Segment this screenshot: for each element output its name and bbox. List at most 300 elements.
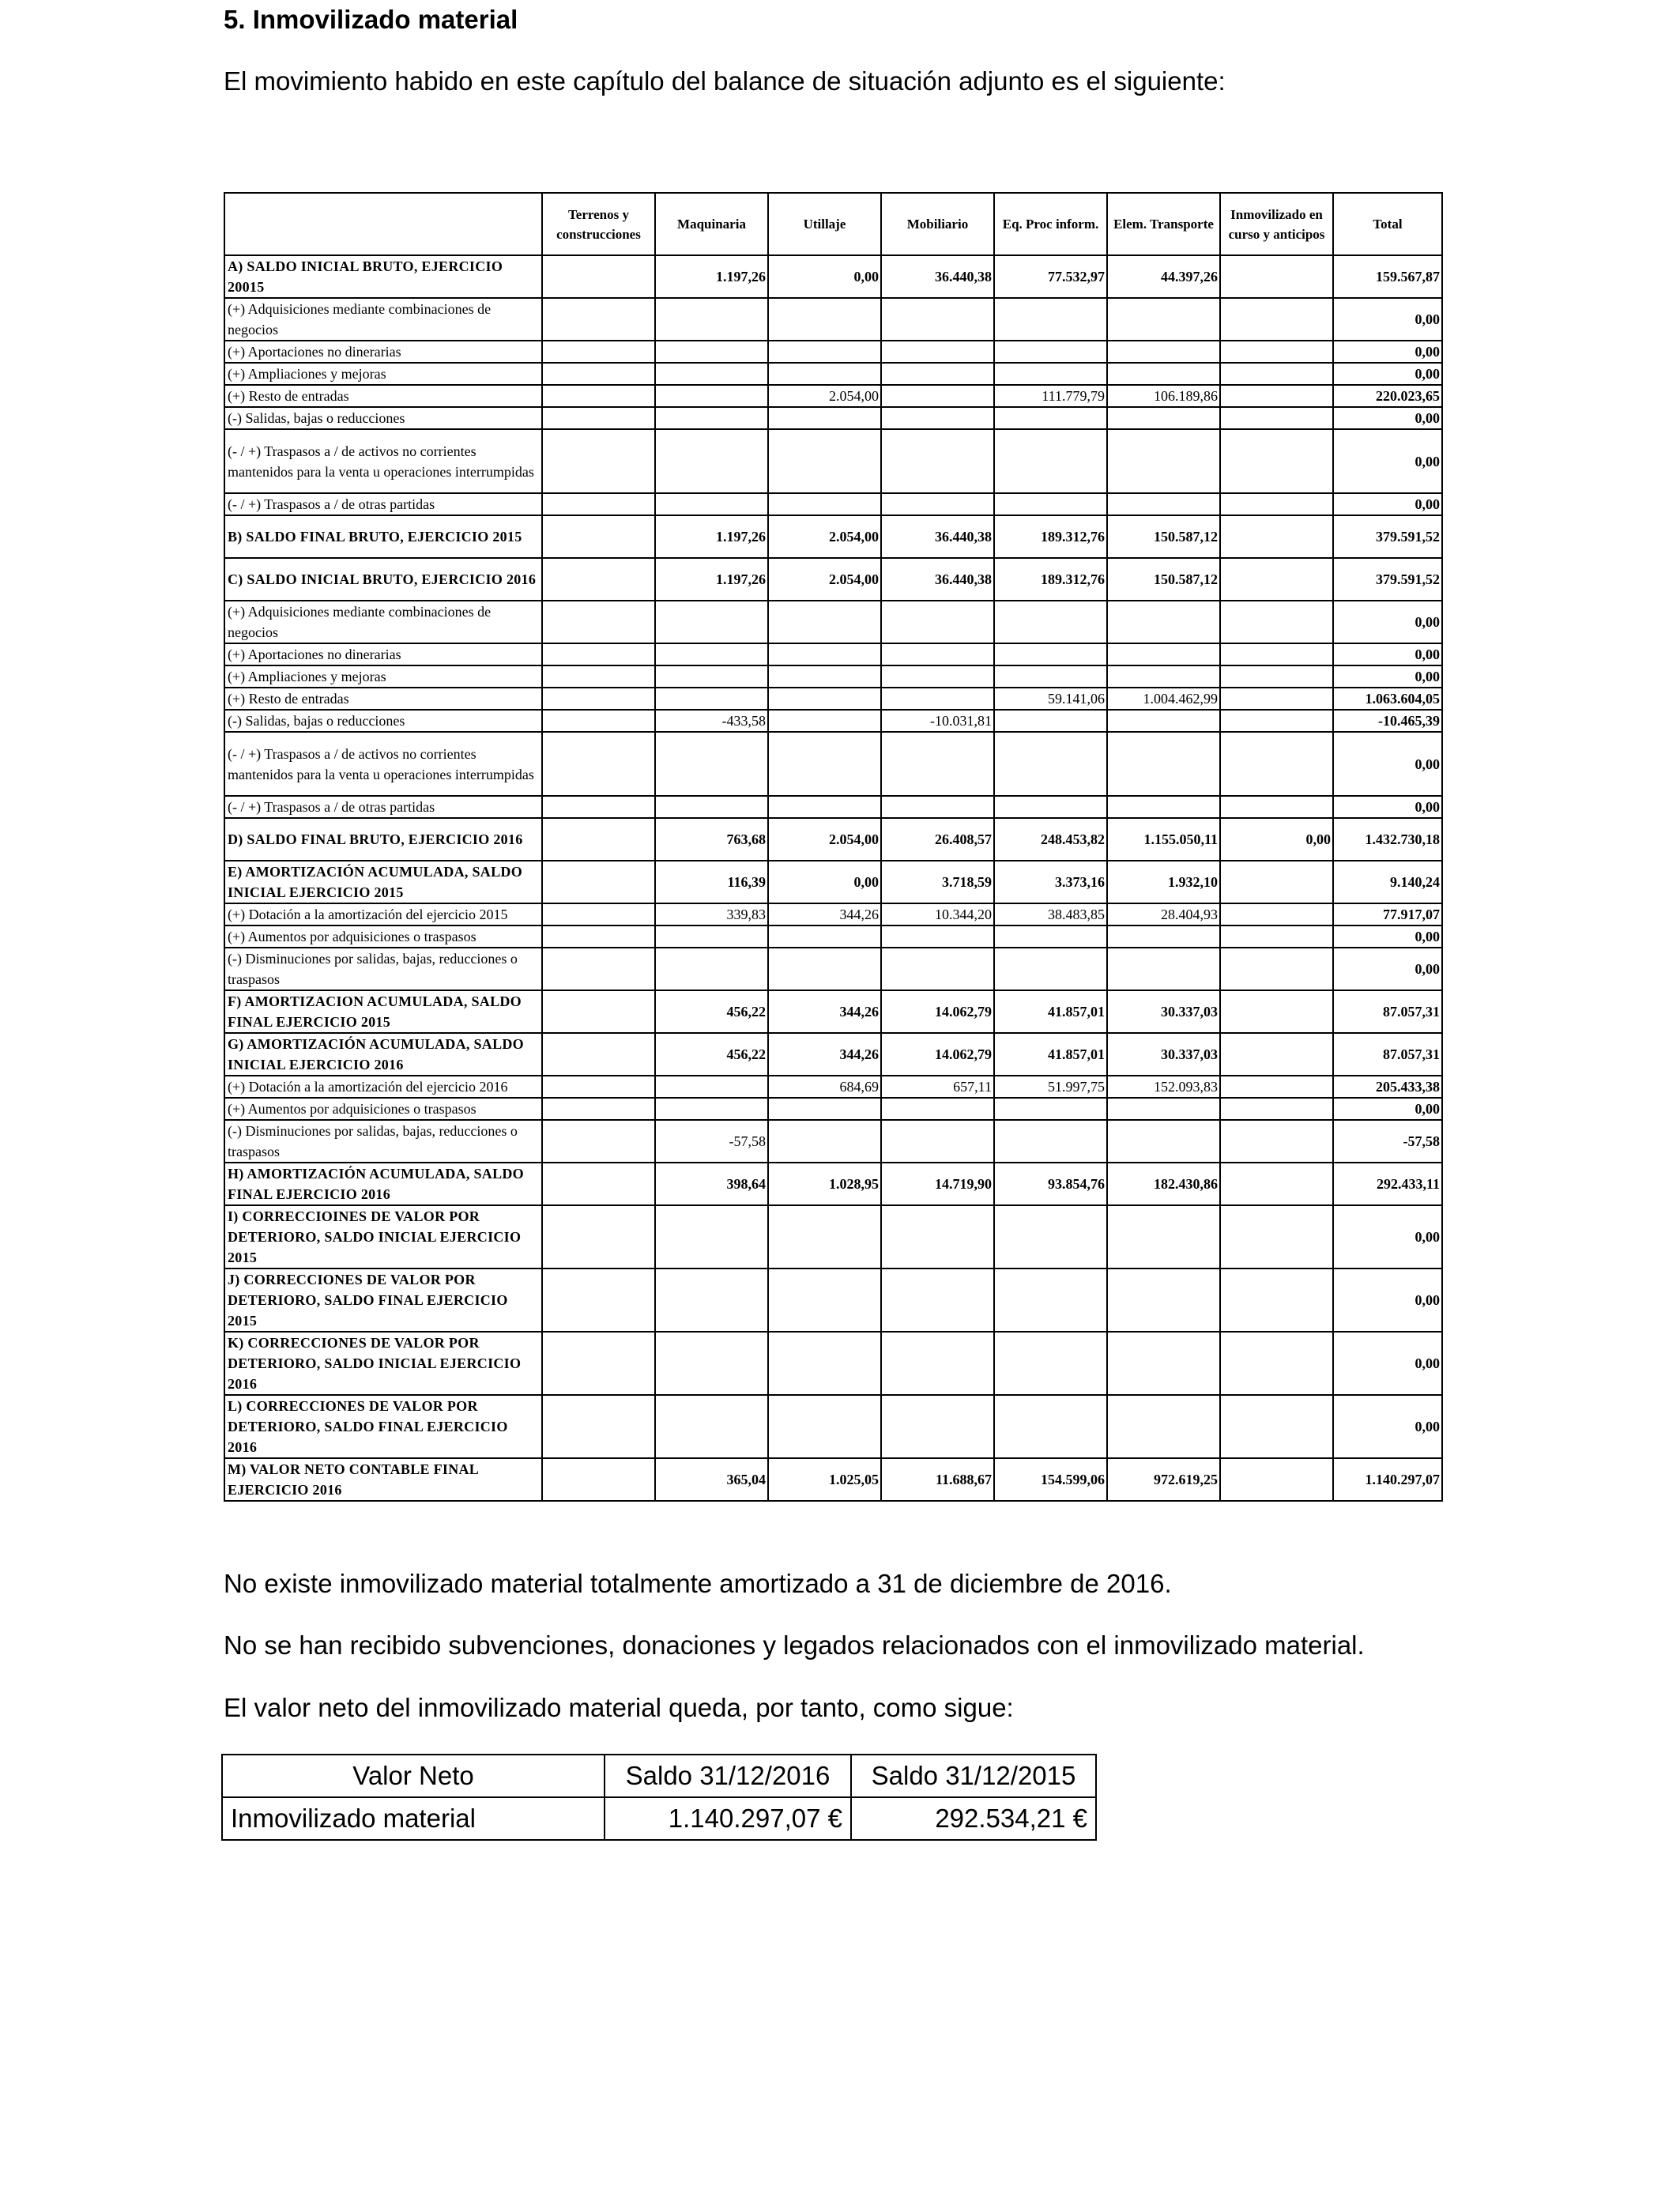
row-label: B) SALDO FINAL BRUTO, EJERCICIO 2015 (224, 515, 542, 558)
value-cell (881, 1395, 994, 1458)
value-cell (994, 1098, 1107, 1120)
value-cell (1220, 861, 1333, 903)
paragraph-net-value-intro: El valor neto del inmovilizado material queda, por tanto, como sigue: (224, 1693, 1014, 1722)
value-cell: 51.997,75 (994, 1076, 1107, 1098)
total-cell: 0,00 (1333, 341, 1442, 363)
row-label: D) SALDO FINAL BRUTO, EJERCICIO 2016 (224, 818, 542, 861)
value-cell (994, 298, 1107, 341)
value-cell: 1.932,10 (1107, 861, 1220, 903)
value-cell (1220, 429, 1333, 493)
value-cell (1220, 407, 1333, 429)
value-cell (1220, 796, 1333, 818)
table-row (224, 903, 1442, 925)
total-cell: 0,00 (1333, 732, 1442, 796)
value-cell (994, 1269, 1107, 1332)
value-cell (994, 363, 1107, 385)
value-cell (542, 407, 655, 429)
total-cell: 0,00 (1333, 407, 1442, 429)
value-cell (1220, 558, 1333, 601)
value-cell (768, 298, 881, 341)
value-cell (881, 385, 994, 407)
value-cell (1107, 1098, 1220, 1120)
total-cell: 292.433,11 (1333, 1163, 1442, 1205)
value-cell: 182.430,86 (1107, 1163, 1220, 1205)
balance-2015-value: 292.534,21 € (851, 1797, 1096, 1840)
total-cell: 0,00 (1333, 601, 1442, 643)
value-cell (768, 1120, 881, 1163)
value-cell (994, 1205, 1107, 1269)
table-row (224, 363, 1442, 385)
value-cell (542, 990, 655, 1033)
table-row (224, 1033, 1442, 1076)
total-cell: 0,00 (1333, 429, 1442, 493)
total-cell: 0,00 (1333, 298, 1442, 341)
value-cell (768, 710, 881, 732)
value-cell: 116,39 (655, 861, 768, 903)
total-cell: 0,00 (1333, 1205, 1442, 1269)
balance-2016-header: Saldo 31/12/2016 (605, 1755, 851, 1797)
total-cell: -57,58 (1333, 1120, 1442, 1163)
value-cell (655, 1205, 768, 1269)
value-cell (1220, 1120, 1333, 1163)
value-cell: 150.587,12 (1107, 558, 1220, 601)
value-cell (881, 796, 994, 818)
row-label: (+) Dotación a la amortización del ejercicio 2016 (224, 1076, 542, 1098)
total-cell: 0,00 (1333, 363, 1442, 385)
value-cell (768, 796, 881, 818)
value-cell: 28.404,93 (1107, 903, 1220, 925)
value-cell (994, 796, 1107, 818)
table-row (224, 601, 1442, 643)
row-label: (+) Ampliaciones y mejoras (224, 363, 542, 385)
total-cell: 0,00 (1333, 1269, 1442, 1332)
total-cell: 379.591,52 (1333, 558, 1442, 601)
value-cell (1107, 948, 1220, 990)
table-row (224, 1332, 1442, 1395)
value-cell: 1.155.050,11 (1107, 818, 1220, 861)
value-cell (881, 1205, 994, 1269)
value-cell (1220, 1205, 1333, 1269)
value-cell: 456,22 (655, 1033, 768, 1076)
row-label: (+) Ampliaciones y mejoras (224, 665, 542, 688)
row-label: K) CORRECCIONES DE VALOR POR DETERIORO, SALDO INICIAL EJERCICIO 2016 (224, 1332, 542, 1395)
row-label: (- / +) Traspasos a / de otras partidas (224, 493, 542, 515)
value-cell (1107, 732, 1220, 796)
value-cell (994, 407, 1107, 429)
movement-table (224, 192, 1443, 1502)
value-cell: 972.619,25 (1107, 1458, 1220, 1501)
value-cell: 1.025,05 (768, 1458, 881, 1501)
value-cell: 684,69 (768, 1076, 881, 1098)
value-cell: 456,22 (655, 990, 768, 1033)
value-cell (542, 643, 655, 665)
value-cell (1107, 1120, 1220, 1163)
value-cell (1220, 298, 1333, 341)
value-cell (768, 688, 881, 710)
value-cell (542, 255, 655, 298)
total-cell: 0,00 (1333, 925, 1442, 948)
value-cell: 111.779,79 (994, 385, 1107, 407)
value-cell: 152.093,83 (1107, 1076, 1220, 1098)
value-cell (881, 925, 994, 948)
value-cell (1220, 515, 1333, 558)
table-row (224, 407, 1442, 429)
value-cell (768, 1098, 881, 1120)
value-cell (881, 601, 994, 643)
table-row (224, 796, 1442, 818)
value-cell (655, 1076, 768, 1098)
value-cell (655, 429, 768, 493)
value-cell: 1.197,26 (655, 255, 768, 298)
row-label: (-) Disminuciones por salidas, bajas, reducciones o traspasos (224, 948, 542, 990)
total-cell: -10.465,39 (1333, 710, 1442, 732)
value-cell (1107, 710, 1220, 732)
table-row (224, 1269, 1442, 1332)
value-cell: -57,58 (655, 1120, 768, 1163)
value-cell (542, 665, 655, 688)
table-row (224, 1205, 1442, 1269)
table-row (224, 732, 1442, 796)
value-cell (1220, 1076, 1333, 1098)
total-cell: 0,00 (1333, 796, 1442, 818)
value-cell (994, 1395, 1107, 1458)
value-cell: 1.197,26 (655, 515, 768, 558)
value-cell (881, 643, 994, 665)
value-cell (768, 1269, 881, 1332)
row-label: (+) Resto de entradas (224, 688, 542, 710)
row-label: I) CORRECCIOINES DE VALOR POR DETERIORO, SALDO INICIAL EJERCICIO 2015 (224, 1205, 542, 1269)
value-cell (1220, 341, 1333, 363)
value-cell (542, 385, 655, 407)
row-label: G) AMORTIZACIÓN ACUMULADA, SALDO INICIAL EJERCICIO 2016 (224, 1033, 542, 1076)
value-cell (1107, 643, 1220, 665)
total-cell: 1.432.730,18 (1333, 818, 1442, 861)
table-row (224, 558, 1442, 601)
value-cell (542, 688, 655, 710)
row-label: (-) Salidas, bajas o reducciones (224, 710, 542, 732)
value-cell: 36.440,38 (881, 558, 994, 601)
value-cell (994, 429, 1107, 493)
value-cell (1220, 363, 1333, 385)
value-cell: 150.587,12 (1107, 515, 1220, 558)
value-cell (542, 903, 655, 925)
value-cell (1107, 1332, 1220, 1395)
table-row (224, 948, 1442, 990)
value-cell: 14.719,90 (881, 1163, 994, 1205)
value-cell: 344,26 (768, 903, 881, 925)
value-cell (655, 1395, 768, 1458)
total-cell: 205.433,38 (1333, 1076, 1442, 1098)
value-cell (542, 861, 655, 903)
value-cell: -433,58 (655, 710, 768, 732)
table-row (224, 861, 1442, 903)
value-cell (655, 796, 768, 818)
value-cell: 14.062,79 (881, 990, 994, 1033)
value-cell (994, 732, 1107, 796)
balance-2015-header: Saldo 31/12/2015 (851, 1755, 1096, 1797)
column-header: Maquinaria (655, 193, 768, 255)
row-label: C) SALDO INICIAL BRUTO, EJERCICIO 2016 (224, 558, 542, 601)
table-row (224, 429, 1442, 493)
value-cell (994, 665, 1107, 688)
row-label: A) SALDO INICIAL BRUTO, EJERCICIO 20015 (224, 255, 542, 298)
row-label: J) CORRECCIONES DE VALOR POR DETERIORO, SALDO FINAL EJERCICIO 2015 (224, 1269, 542, 1332)
value-cell (994, 925, 1107, 948)
paragraph-fully-amortized: No existe inmovilizado material totalmente amortizado a 31 de diciembre de 2016. (224, 1569, 1172, 1598)
value-cell: 2.054,00 (768, 385, 881, 407)
value-cell (542, 363, 655, 385)
value-cell: 30.337,03 (1107, 990, 1220, 1033)
paragraph-subsidies: No se han recibido subvenciones, donaciones y legados relacionados con el inmovilizado material. (224, 1630, 1365, 1660)
column-header: Eq. Proc inform. (994, 193, 1107, 255)
net-value-row (222, 1797, 1096, 1840)
value-cell: 657,11 (881, 1076, 994, 1098)
row-label: (+) Aportaciones no dinerarias (224, 643, 542, 665)
column-header: Total (1333, 193, 1442, 255)
value-cell: 106.189,86 (1107, 385, 1220, 407)
value-cell (542, 1205, 655, 1269)
value-cell (542, 1395, 655, 1458)
total-cell: 0,00 (1333, 643, 1442, 665)
value-cell (1107, 601, 1220, 643)
value-cell: 3.718,59 (881, 861, 994, 903)
value-cell (881, 298, 994, 341)
value-cell (1220, 990, 1333, 1033)
value-cell: 59.141,06 (994, 688, 1107, 710)
value-cell (768, 429, 881, 493)
value-cell (1107, 407, 1220, 429)
value-cell (881, 341, 994, 363)
row-label: (- / +) Traspasos a / de activos no corrientes mantenidos para la venta u operaciones interrumpidas (224, 429, 542, 493)
net-value-table (221, 1754, 1097, 1841)
value-cell (655, 665, 768, 688)
value-cell: 1.197,26 (655, 558, 768, 601)
row-label: (-) Disminuciones por salidas, bajas, reducciones o traspasos (224, 1120, 542, 1163)
value-cell: 344,26 (768, 1033, 881, 1076)
value-cell: 38.483,85 (994, 903, 1107, 925)
intro-text: El movimiento habido en este capítulo del balance de situación adjunto es el siguiente: (224, 66, 1226, 96)
table-row (224, 1098, 1442, 1120)
row-label: (- / +) Traspasos a / de activos no corrientes mantenidos para la venta u operaciones interrumpidas (224, 732, 542, 796)
value-cell: 189.312,76 (994, 515, 1107, 558)
table-row (224, 1120, 1442, 1163)
value-cell: 36.440,38 (881, 515, 994, 558)
value-cell (542, 601, 655, 643)
table-row (224, 990, 1442, 1033)
value-cell (655, 643, 768, 665)
value-cell (655, 385, 768, 407)
value-cell (542, 515, 655, 558)
total-cell: 87.057,31 (1333, 1033, 1442, 1076)
value-cell (994, 493, 1107, 515)
value-cell (542, 1163, 655, 1205)
value-cell (881, 665, 994, 688)
value-cell (655, 341, 768, 363)
value-cell: 41.857,01 (994, 990, 1107, 1033)
total-cell: 1.063.604,05 (1333, 688, 1442, 710)
value-cell: 2.054,00 (768, 818, 881, 861)
row-label: (+) Adquisiciones mediante combinaciones de negocios (224, 298, 542, 341)
value-cell (768, 601, 881, 643)
row-label: M) VALOR NETO CONTABLE FINAL EJERCICIO 2016 (224, 1458, 542, 1501)
net-value-label: Inmovilizado material (222, 1797, 605, 1840)
value-cell (655, 948, 768, 990)
value-cell: 248.453,82 (994, 818, 1107, 861)
value-cell (542, 1076, 655, 1098)
value-cell: 0,00 (768, 861, 881, 903)
value-cell (542, 1269, 655, 1332)
table-row (224, 643, 1442, 665)
value-cell (542, 1332, 655, 1395)
value-cell (768, 341, 881, 363)
row-label: (+) Dotación a la amortización del ejercicio 2015 (224, 903, 542, 925)
value-cell (1220, 1332, 1333, 1395)
value-cell (1107, 1395, 1220, 1458)
value-cell: 189.312,76 (994, 558, 1107, 601)
value-cell (655, 1269, 768, 1332)
total-cell: 77.917,07 (1333, 903, 1442, 925)
value-cell (768, 948, 881, 990)
table-row (224, 1163, 1442, 1205)
total-cell: 0,00 (1333, 1332, 1442, 1395)
value-cell: 365,04 (655, 1458, 768, 1501)
total-cell: 9.140,24 (1333, 861, 1442, 903)
value-cell (994, 948, 1107, 990)
table-row (224, 1076, 1442, 1098)
value-cell (881, 732, 994, 796)
value-cell (1107, 429, 1220, 493)
column-header: Utillaje (768, 193, 881, 255)
value-cell: 11.688,67 (881, 1458, 994, 1501)
table-row (224, 1458, 1442, 1501)
value-cell (1220, 1163, 1333, 1205)
value-cell (768, 643, 881, 665)
table-row (224, 925, 1442, 948)
table-row (224, 493, 1442, 515)
value-cell (655, 688, 768, 710)
value-cell (994, 710, 1107, 732)
value-cell: 154.599,06 (994, 1458, 1107, 1501)
value-cell (1107, 796, 1220, 818)
value-cell (1220, 710, 1333, 732)
value-cell (768, 407, 881, 429)
row-label: (+) Adquisiciones mediante combinaciones de negocios (224, 601, 542, 643)
value-cell (1220, 688, 1333, 710)
value-cell (768, 925, 881, 948)
value-cell (1107, 1269, 1220, 1332)
table-row (224, 665, 1442, 688)
row-label: (+) Resto de entradas (224, 385, 542, 407)
value-cell (655, 925, 768, 948)
table-row (224, 688, 1442, 710)
value-cell: 14.062,79 (881, 1033, 994, 1076)
column-header: Terrenos y construcciones (542, 193, 655, 255)
value-cell: 93.854,76 (994, 1163, 1107, 1205)
section-title: 5. Inmovilizado material (224, 5, 518, 34)
total-cell: 0,00 (1333, 665, 1442, 688)
value-cell (542, 1120, 655, 1163)
value-cell: 44.397,26 (1107, 255, 1220, 298)
value-cell: 36.440,38 (881, 255, 994, 298)
value-cell (655, 1332, 768, 1395)
value-cell: 30.337,03 (1107, 1033, 1220, 1076)
value-cell: 344,26 (768, 990, 881, 1033)
value-cell (1220, 903, 1333, 925)
value-cell (1220, 385, 1333, 407)
column-header: Inmovilizado en curso y anticipos (1220, 193, 1333, 255)
value-cell (1220, 1033, 1333, 1076)
value-cell (881, 407, 994, 429)
value-cell (542, 298, 655, 341)
row-label: H) AMORTIZACIÓN ACUMULADA, SALDO FINAL EJERCICIO 2016 (224, 1163, 542, 1205)
value-cell: 41.857,01 (994, 1033, 1107, 1076)
value-cell (768, 363, 881, 385)
value-cell (1107, 1205, 1220, 1269)
table-row (224, 341, 1442, 363)
value-cell (542, 818, 655, 861)
value-cell (542, 796, 655, 818)
total-cell: 1.140.297,07 (1333, 1458, 1442, 1501)
value-cell (768, 493, 881, 515)
table-row (224, 1395, 1442, 1458)
value-cell: 398,64 (655, 1163, 768, 1205)
value-cell (994, 643, 1107, 665)
value-cell (1220, 1269, 1333, 1332)
column-header (224, 193, 542, 255)
row-label: L) CORRECCIONES DE VALOR POR DETERIORO, SALDO FINAL EJERCICIO 2016 (224, 1395, 542, 1458)
value-cell (881, 1269, 994, 1332)
value-cell (542, 1033, 655, 1076)
value-cell (1220, 732, 1333, 796)
value-cell (542, 732, 655, 796)
value-cell: 0,00 (1220, 818, 1333, 861)
value-cell (994, 1332, 1107, 1395)
value-cell (768, 1395, 881, 1458)
row-label: (+) Aportaciones no dinerarias (224, 341, 542, 363)
value-cell (655, 493, 768, 515)
value-cell (655, 407, 768, 429)
value-cell (881, 1098, 994, 1120)
value-cell (1220, 493, 1333, 515)
value-cell: 763,68 (655, 818, 768, 861)
value-cell (1220, 925, 1333, 948)
value-cell (1107, 298, 1220, 341)
value-cell: 3.373,16 (994, 861, 1107, 903)
table-header-row (224, 193, 1442, 255)
table-body (224, 255, 1442, 1501)
value-cell (881, 363, 994, 385)
value-cell (994, 1120, 1107, 1163)
value-cell (1220, 948, 1333, 990)
value-cell (1107, 665, 1220, 688)
total-cell: 220.023,65 (1333, 385, 1442, 407)
total-cell: 0,00 (1333, 1098, 1442, 1120)
value-cell (542, 1458, 655, 1501)
value-cell (994, 341, 1107, 363)
value-cell (1107, 341, 1220, 363)
value-cell: 10.344,20 (881, 903, 994, 925)
value-cell (655, 363, 768, 385)
value-cell (1220, 1458, 1333, 1501)
value-cell (1220, 255, 1333, 298)
value-cell (655, 1098, 768, 1120)
total-cell: 379.591,52 (1333, 515, 1442, 558)
value-cell: 2.054,00 (768, 558, 881, 601)
value-cell: 2.054,00 (768, 515, 881, 558)
column-header: Mobiliario (881, 193, 994, 255)
value-cell (881, 1120, 994, 1163)
value-cell: 26.408,57 (881, 818, 994, 861)
